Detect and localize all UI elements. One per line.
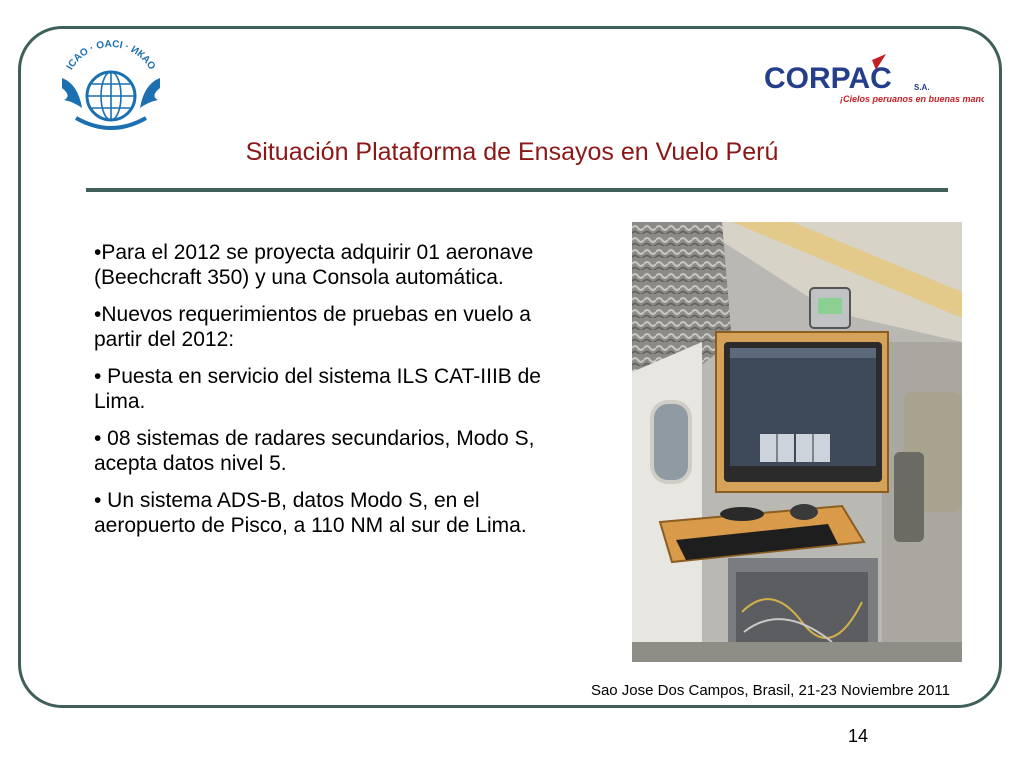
- bullet-item: •Nuevos requerimientos de pruebas en vuelo a partir del 2012:: [94, 303, 531, 351]
- corpac-tagline: ¡Cielos peruanos en buenas manos!: [840, 94, 984, 104]
- icao-logo: [52, 38, 170, 134]
- bullet-item: • Puesta en servicio del sistema ILS CAT-IIIB de Lima.: [94, 365, 541, 413]
- console-photo: [632, 222, 962, 662]
- corpac-logo: [764, 52, 984, 108]
- slide-title: Situación Plataforma de Ensayos en Vuelo Perú: [245, 138, 779, 166]
- bullet-item: • 08 sistemas de radares secundarios, Modo S, acepta datos nivel 5.: [94, 427, 535, 475]
- bullet-item: •Para el 2012 se proyecta adquirir 01 aeronave (Beechcraft 350) y una Consola automática.: [94, 241, 534, 289]
- corpac-name: CORPAC: [764, 62, 892, 95]
- event-caption: Sao Jose Dos Campos, Brasil, 21-23 Noviembre 2011: [590, 682, 950, 699]
- svg-text:ICAO · OACI · ИКАО: [65, 39, 158, 72]
- corpac-suffix: S.A.: [914, 83, 930, 92]
- icao-logo-text: ICAO · OACI · ИКАО: [64, 38, 158, 72]
- page-number: 14: [847, 726, 868, 746]
- bullet-list: [94, 240, 554, 550]
- title-divider: [86, 188, 948, 192]
- bullet-item: • Un sistema ADS-B, datos Modo S, en el aeropuerto de Pisco, a 110 NM al sur de Lima.: [94, 489, 527, 537]
